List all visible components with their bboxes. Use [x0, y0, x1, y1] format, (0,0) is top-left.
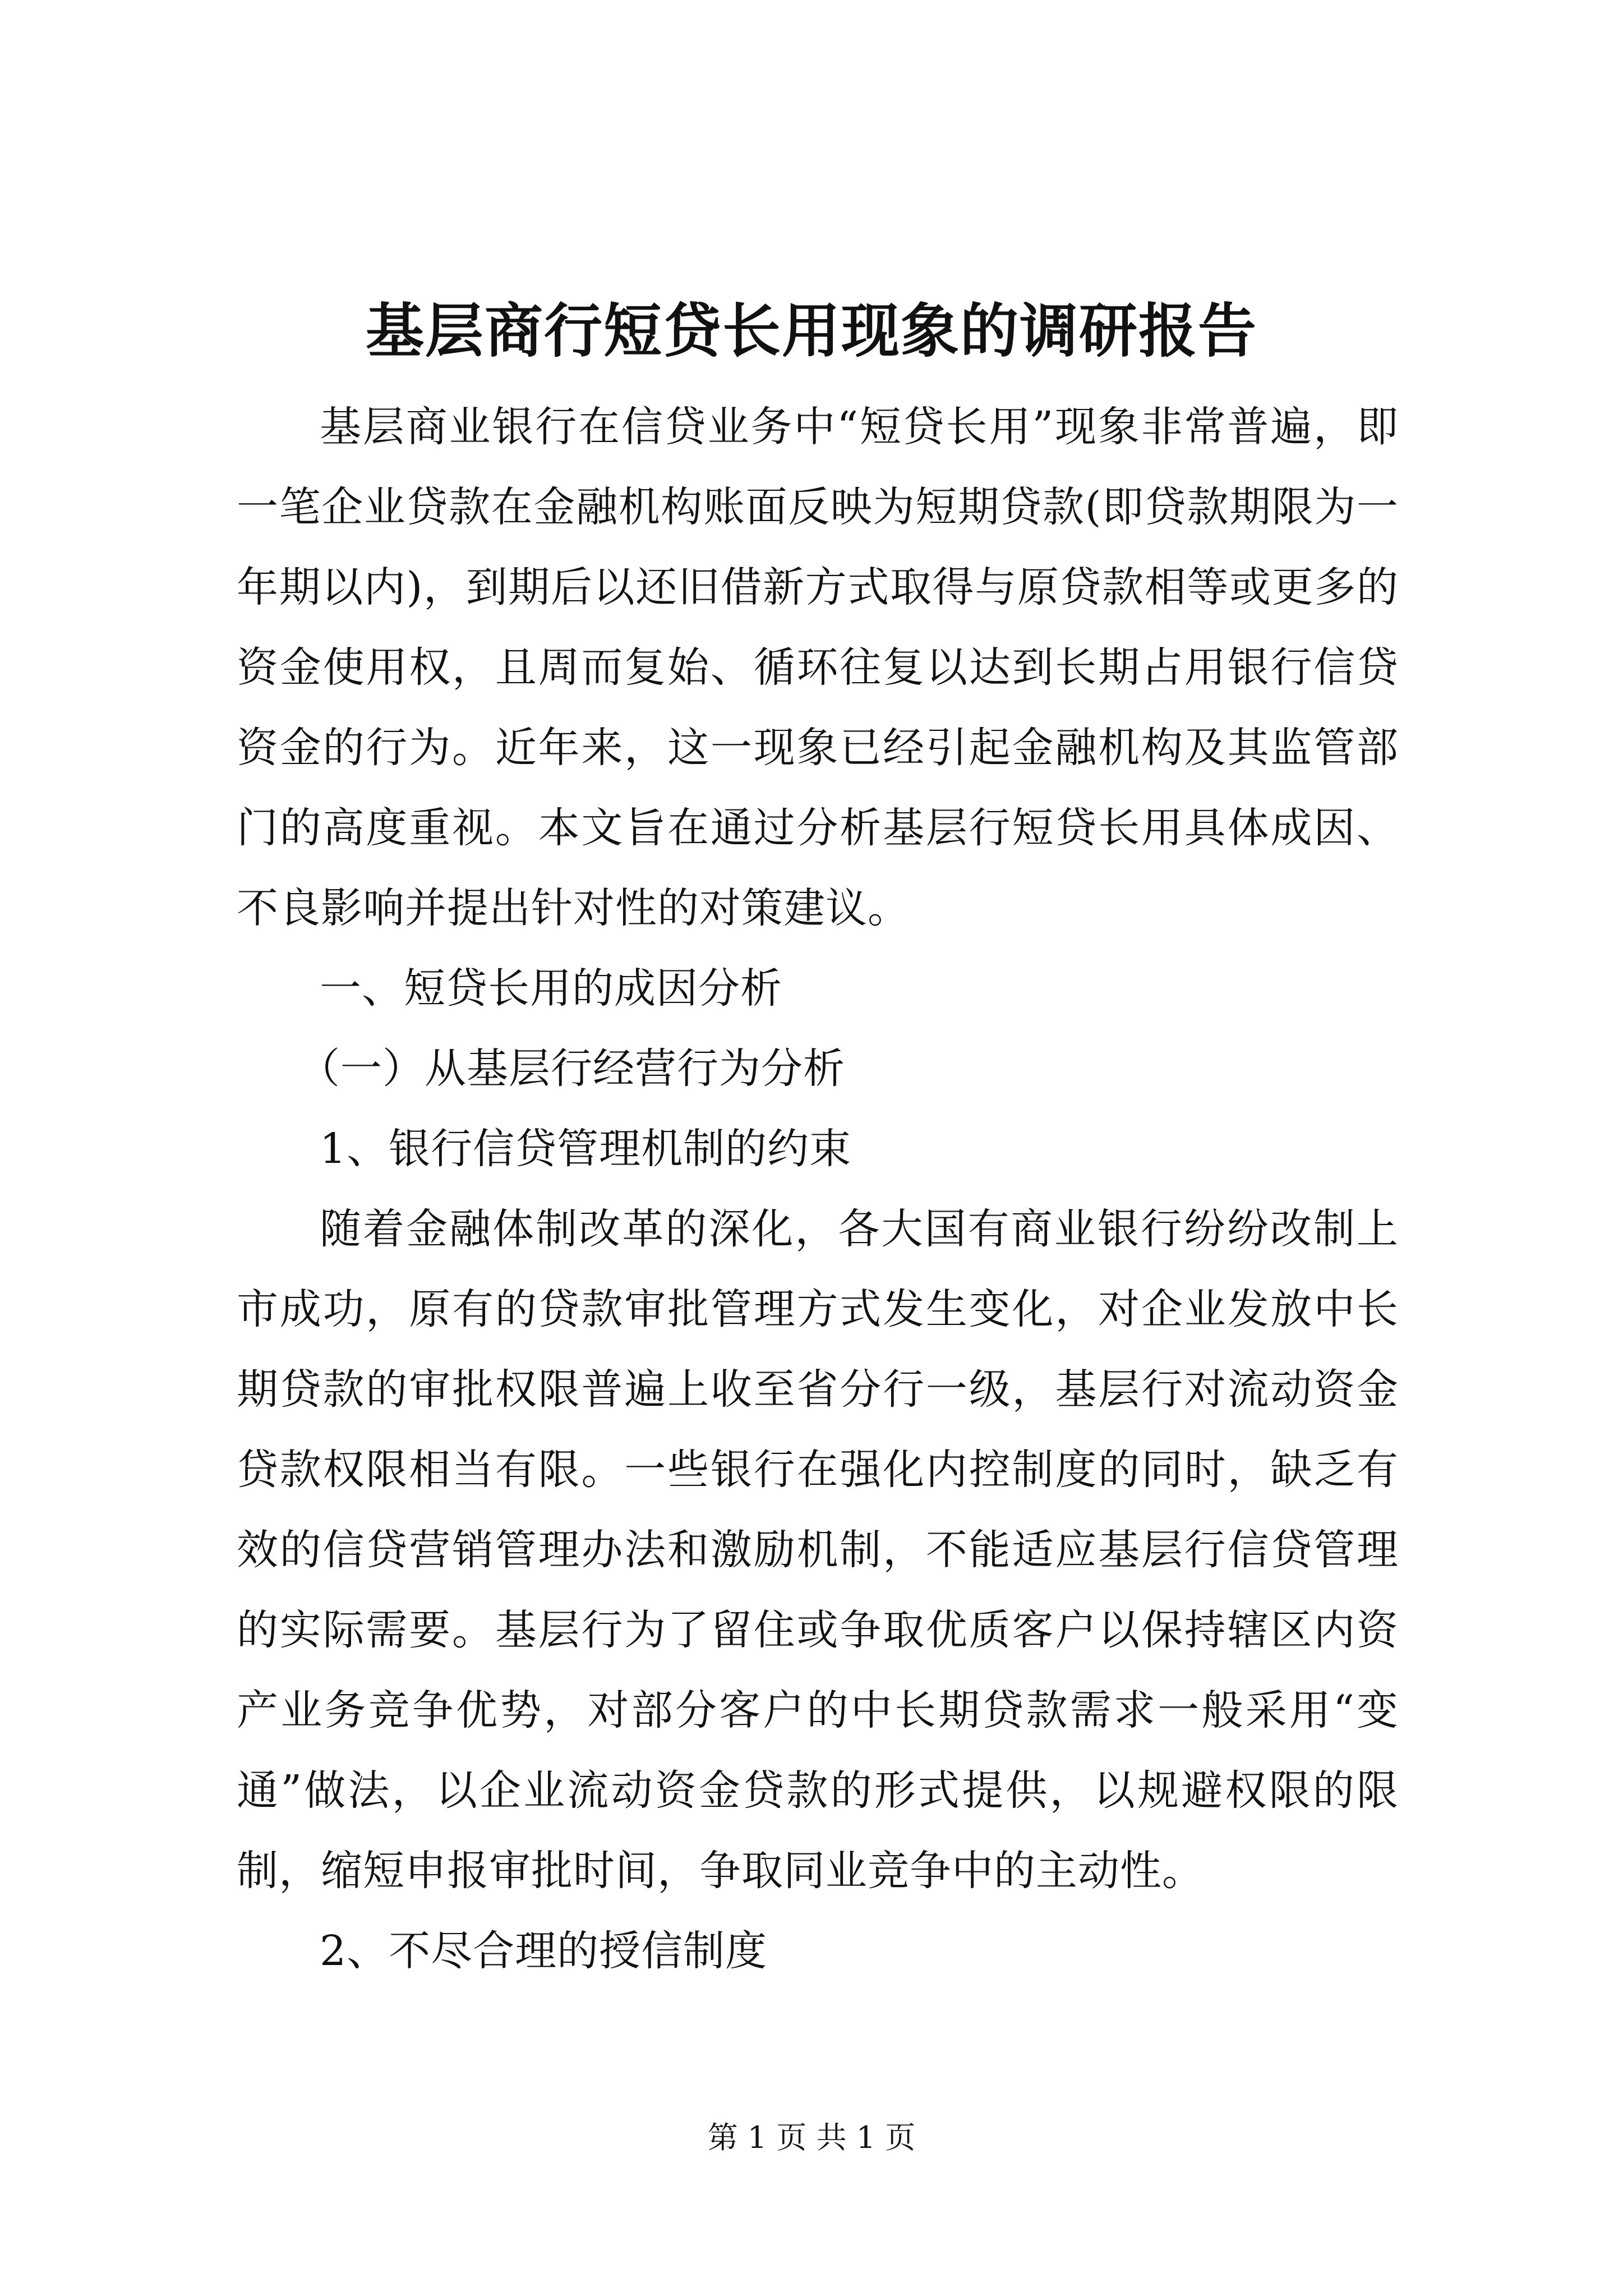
- document-body: [237, 387, 1399, 1991]
- heading-item-1: 1、银行信贷管理机制的约束: [320, 1125, 852, 1173]
- heading-item-2: 2、不尽合理的授信制度: [320, 1927, 768, 1975]
- paragraph-intro: 基层商业银行在信贷业务中“短贷长用”现象非常普遍，即一笔企业贷款在金融机构账面反映为短期贷款(即贷款期限为一年期以内)，到期后以还旧借新方式取得与原贷款相等或更多的资金使用权，且周而复始、循环往复以达到长期占用银行信贷资金的行为。近年来，这一现象已经引起金融机构及其监管部门的高度重视。本文旨在通过分析基层行短贷长用具体成因、不良影响并提出针对性的对策建议。: [237, 403, 1399, 932]
- heading-section-1: 一、短贷长用的成因分析: [320, 964, 782, 1013]
- heading-subsection-1: （一）从基层行经营行为分析: [298, 1045, 845, 1093]
- paragraph-item-1: 随着金融体制改革的深化，各大国有商业银行纷纷改制上市成功，原有的贷款审批管理方式发生变化，对企业发放中长期贷款的审批权限普遍上收至省分行一级，基层行对流动资金贷款权限相当有限。一些银行在强化内控制度的同时，缺乏有效的信贷营销管理办法和激励机制，不能适应基层行信贷管理的实际需要。基层行为了留住或争取优质客户以保持辖区内资产业务竞争优势，对部分客户的中长期贷款需求一般采用“变通”做法，以企业流动资金贷款的形式提供，以规避权限的限制，缩短申报审批时间，争取同业竞争中的主动性。: [237, 1205, 1399, 1895]
- page-number-footer: 第 1 页 共 1 页: [707, 2120, 916, 2155]
- document-title: 基层商行短贷长用现象的调研报告: [365, 296, 1257, 365]
